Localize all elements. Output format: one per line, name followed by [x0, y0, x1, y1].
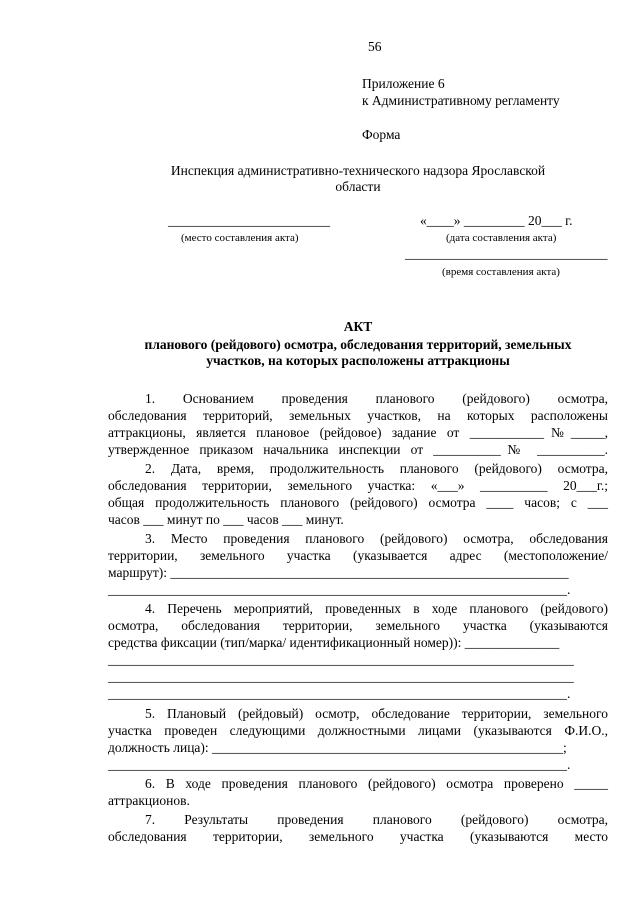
p6-line-1: 6. В ходе проведения планового (рейдового) осмотра проверено _____: [145, 776, 608, 791]
p4-line-2: осмотра, обследования территории, земельного участка (указываются: [108, 618, 608, 633]
act-title: АКТ: [343, 319, 373, 334]
place-caption: (место составления акта): [181, 232, 299, 244]
p4-line-3: средства фиксации (тип/марка/ идентификационный номер)): ______________: [108, 635, 560, 650]
p5-line-1: 5. Плановый (рейдовый) осмотр, обследование территории, земельного: [145, 706, 608, 721]
p1-line-4: утвержденное приказом начальника инспекции от __________№ __________.: [108, 442, 608, 457]
p5-line-4: ____________________________________________________________________.: [108, 757, 571, 772]
form-label: Форма: [362, 127, 401, 142]
org-name-line-2: области: [335, 179, 381, 194]
p3-line-1: 3. Место проведения планового (рейдового) осмотра, обследования: [145, 531, 608, 546]
p1-line-2: обследования территорий, земельных участков, на которых расположены: [108, 408, 608, 423]
p2-line-4: часов ___ минут по ___ часов ___ минут.: [108, 512, 344, 527]
p4-line-4: _____________________________________________________________________: [108, 652, 574, 667]
appendix-line-2: к Административному регламенту: [362, 93, 560, 108]
place-blank: ________________________: [168, 213, 330, 228]
page-number: 56: [368, 39, 382, 54]
p5-line-2: участка проведен следующими должностными лицами (указываются Ф.И.О.,: [108, 723, 608, 738]
p2-line-2: обследования территории, земельного участка: «___» __________ 20___г.;: [108, 478, 608, 493]
date-caption: (дата составления акта): [446, 232, 557, 244]
p1-line-1: 1. Основанием проведения планового (рейдового) осмотра,: [145, 391, 608, 406]
appendix-line-1: Приложение 6: [362, 76, 445, 91]
p3-line-3: маршрут): ___________________________________________________________: [108, 565, 569, 580]
p3-line-2: территории, земельного участка (указывается адрес (местоположение/: [108, 548, 608, 563]
p2-line-3: общая продолжительность планового (рейдового) осмотра ____ часов; с ___: [108, 495, 608, 510]
p7-line-1: 7. Результаты проведения планового (рейдового) осмотра,: [145, 812, 608, 827]
time-caption: (время составления акта): [442, 266, 560, 278]
act-subtitle-line-2: участков, на которых расположены аттракционы: [206, 353, 510, 368]
act-subtitle-line-1: планового (рейдового) осмотра, обследования территорий, земельных: [144, 337, 572, 352]
p6-line-2: аттракционов.: [108, 793, 190, 808]
time-blank: ______________________________: [405, 246, 608, 261]
date-blank: «____» _________ 20___ г.: [420, 213, 573, 228]
p5-line-3: должность лица): ____________________________________________________;: [108, 740, 567, 755]
p4-line-1: 4. Перечень мероприятий, проведенных в ходе планового (рейдового): [145, 601, 608, 616]
p4-line-6: ____________________________________________________________________.: [108, 686, 571, 701]
p7-line-2: обследования территории, земельного участка (указываются место: [108, 829, 608, 844]
p2-line-1: 2. Дата, время, продолжительность планового (рейдового) осмотра,: [145, 461, 608, 476]
p3-line-4: ____________________________________________________________________.: [108, 582, 571, 597]
p4-line-5: _____________________________________________________________________: [108, 669, 574, 684]
org-name-line-1: Инспекция административно-технического надзора Ярославской: [170, 163, 546, 178]
p1-line-3: аттракционы, является плановое (рейдовое) задание от ___________№_____,: [108, 425, 608, 440]
